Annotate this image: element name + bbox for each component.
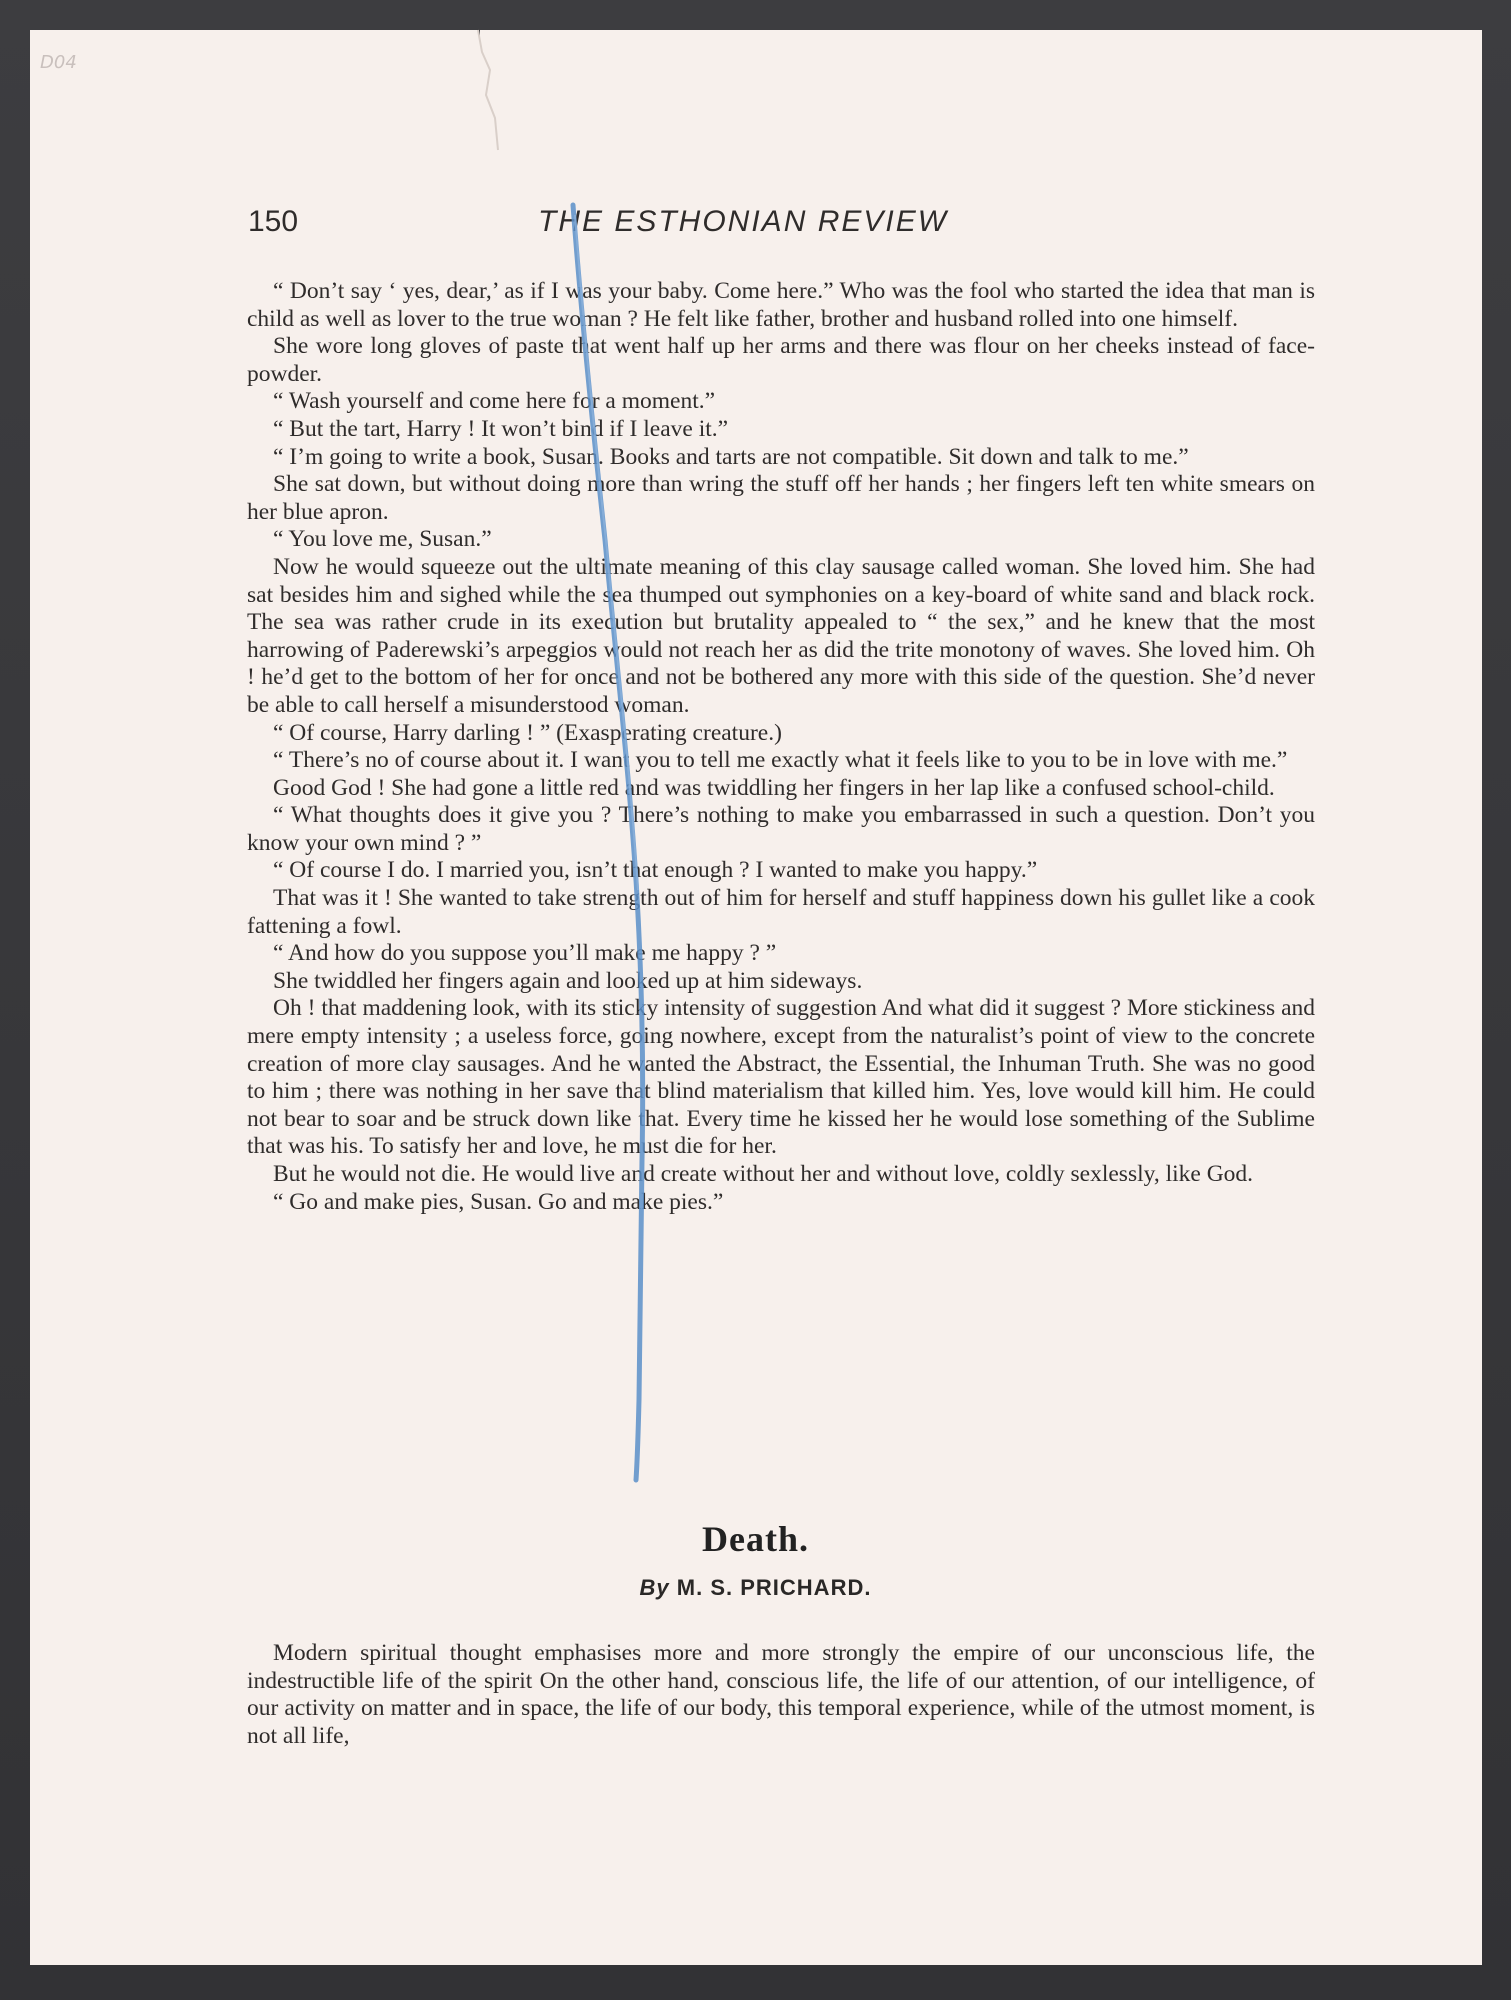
paragraph: “ Don’t say ‘ yes, dear,’ as if I was your baby. Come here.” Who was the fool who started the idea that man is child as well as lover to the true woman ? He felt like father, brother and husband rolled into one himself. xyxy=(247,278,1315,332)
paragraph: “ And how do you suppose you’ll make me happy ? ” xyxy=(273,940,777,967)
paragraph: Good God ! She had gone a little red and was twiddling her fingers in her lap like a confused school-child. xyxy=(273,774,1275,801)
paragraph: “ There’s no of course about it. I want you to tell me exactly what it feels like to you to be in love with me.” xyxy=(273,747,1288,774)
author-name: M. S. PRICHARD. xyxy=(676,1575,872,1600)
paragraph: But he would not die. He would live and create without her and without love, coldly sexlessly, like God. xyxy=(273,1161,1254,1187)
paragraph: Now he would squeeze out the ultimate meaning of this clay sausage called woman. She loved him. She had sat besides him and sighed while the sea thumped out symphonies on a key-board of white sand and black rock. The sea was rather crude in its execution but brutality appealed to “ the sex,” and he knew that the most harrowing of Paderewski’s arpeggios would not reach her as did the trite monotony of waves. She loved him. Oh ! he’d get to the bottom of her for once and not be bothered any more with this side of the question. She’d never be able to call herself a misunderstood woman. xyxy=(247,553,1315,718)
paragraph: “ You love me, Susan.” xyxy=(273,526,492,553)
paragraph: “ Of course, Harry darling ! ” (Exasperating creature.) xyxy=(273,719,782,746)
byline-prefix: By xyxy=(639,1575,670,1600)
paragraph: Oh ! that maddening look, with its sticky intensity of suggestion And what did it suggest ? More stickiness and mere empty intensity ; a useless force, going nowhere, except from the naturalist’s point of view to the concrete creation of more clay sausages. And he wanted the Abstract, the Essential, the Inhuman Truth. She was no good to him ; there was nothing in her save that blind materialism that killed him. Yes, love would kill him. He could not bear to soar and be struck down like that. Every time he kissed her he would lose something of the Sublime that was his. To satisfy her and love, he must die for her. xyxy=(247,995,1315,1160)
running-head: THE ESTHONIAN REVIEW xyxy=(538,205,949,238)
paragraph: “ I’m going to write a book, Susan. Books and tarts are not compatible. Sit down and talk to me.” xyxy=(273,443,1189,470)
paragraph: “ But the tart, Harry ! It won’t bind if I leave it.” xyxy=(273,415,729,442)
paragraph: “ Wash yourself and come here for a moment.” xyxy=(273,388,716,415)
paragraph: Modern spiritual thought emphasises more and more strongly the empire of our unconscious life, the indestructible life of the spirit On the other hand, conscious life, the life of our attention, of our intelligence, of our activity on matter and in space, the life of our body, this temporal experience, while of the utmost moment, is not all life, xyxy=(247,1640,1315,1749)
page-number: 150 xyxy=(248,205,299,238)
paragraph: “ What thoughts does it give you ? There’s nothing to make you embarrassed in such a question. Don’t you know your own mind ? ” xyxy=(247,802,1315,856)
paragraph: She twiddled her fingers again and looked up at him sideways. xyxy=(273,967,863,994)
paragraph: She sat down, but without doing more than wring the stuff off her hands ; her fingers left ten white smears on her blue apron. xyxy=(247,471,1315,525)
article-title: Death. xyxy=(702,1519,809,1559)
paragraph: “ Of course I do. I married you, isn’t that enough ? I wanted to make you happy.” xyxy=(273,857,1038,884)
byline xyxy=(0,1575,1511,1601)
paragraph: “ Go and make pies, Susan. Go and make pies.” xyxy=(273,1188,724,1215)
article-body xyxy=(247,1640,1315,1750)
paragraph: That was it ! She wanted to take strength out of him for herself and stuff happiness down his gullet like a cook fattening a fowl. xyxy=(247,885,1315,939)
paragraph: She wore long gloves of paste that went half up her arms and there was flour on her cheeks instead of face-powder. xyxy=(247,333,1315,387)
story-text xyxy=(247,278,1315,1216)
pencil-note: D04 xyxy=(40,52,77,73)
page-header xyxy=(248,205,1313,245)
